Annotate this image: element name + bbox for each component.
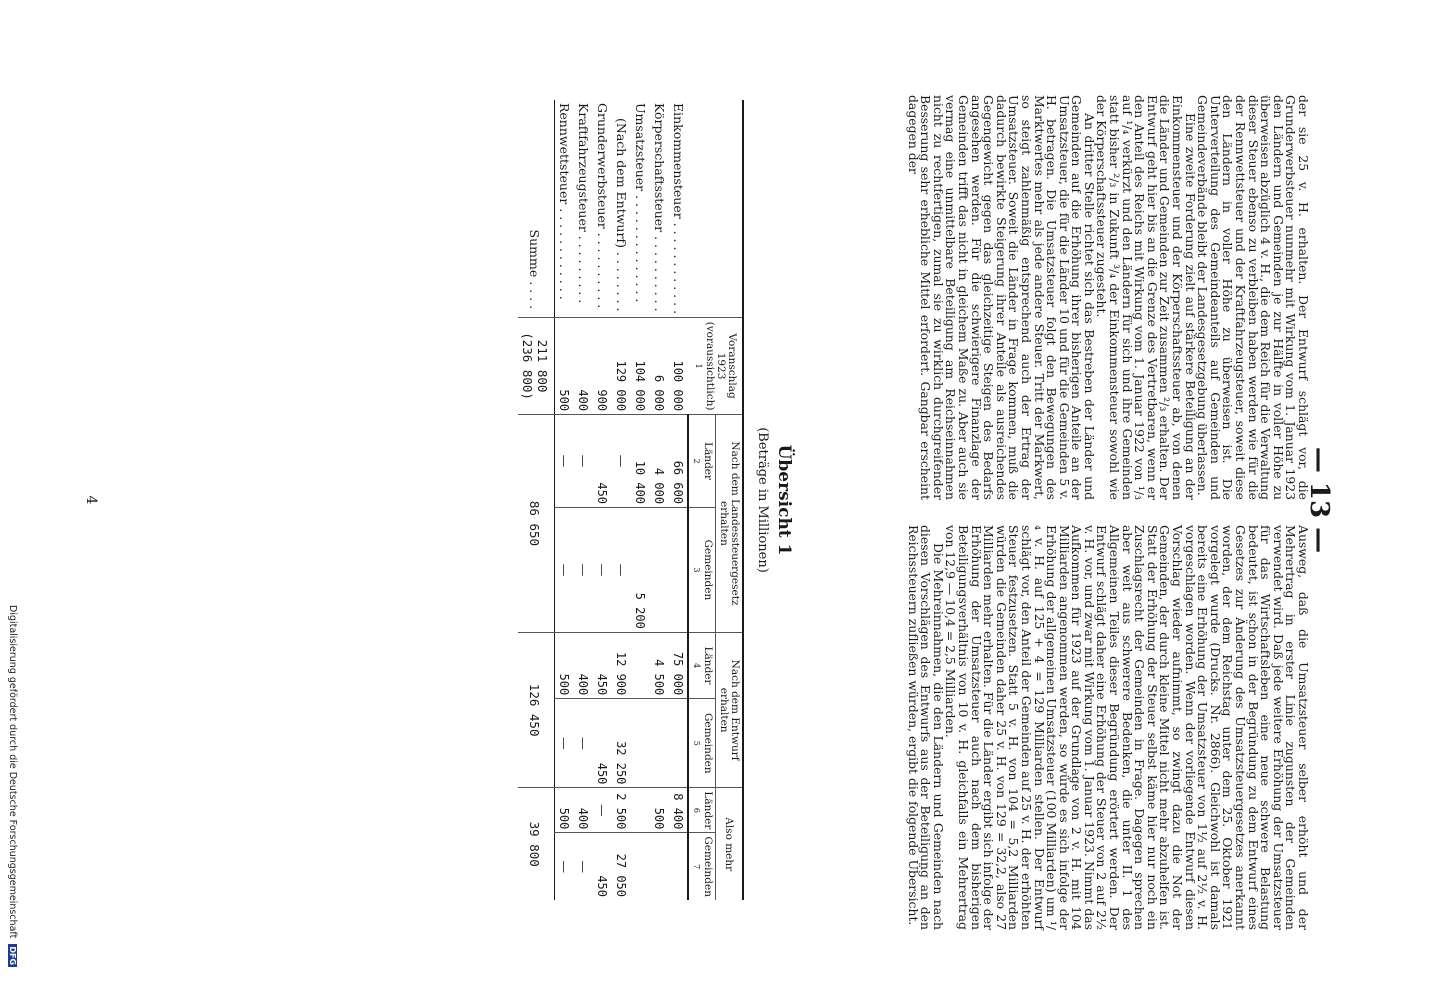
cell-col4: 75 000 (669, 632, 688, 698)
footer-mark: 4 (83, 495, 99, 505)
header-empty (688, 100, 743, 318)
row-label: Umsatzsteuer . . . . . . . . . . . . . . (633, 103, 648, 303)
header-gemeinden (688, 833, 716, 900)
cell-col1: 129 000 (612, 318, 631, 415)
cell-col5 (631, 699, 650, 788)
table-row (574, 100, 593, 900)
cell-col2: — (574, 415, 593, 508)
header-colnum: 7 (692, 864, 701, 870)
cell-col3: — (555, 508, 575, 633)
table-row (631, 100, 650, 900)
table-subtitle: (Beträge in Millionen) (755, 427, 770, 573)
header-col1 (688, 318, 743, 415)
row-label: (Nach dem Entwurf) . . . . . . . . (614, 118, 629, 312)
cell-col1: 900 (593, 318, 612, 415)
sum-col1-alt-value: (236 800) (520, 332, 535, 400)
cell-col4: 12 900 (612, 632, 631, 698)
sum-col23: 86 650 (518, 415, 555, 633)
header-col3: Nach dem Entwurf erhalten (716, 632, 744, 788)
cell-col2: — (555, 415, 575, 508)
row-label: Rennwettsteuer . . . . . . . . . . . . (557, 103, 572, 300)
table-row (669, 100, 688, 900)
cell-col1: 500 (555, 318, 575, 415)
cell-col6: 400 (574, 788, 593, 833)
cell-col1: 100 000 (669, 318, 688, 415)
dfg-logo: DFG (8, 946, 17, 966)
cell-col6: 500 (555, 788, 575, 833)
sum-col67: 39 800 (518, 788, 555, 900)
cell-col3: — (612, 508, 631, 633)
cell-col6: — (593, 788, 612, 833)
table-row (593, 100, 612, 900)
header-laender (688, 788, 716, 833)
sum-col1 (518, 318, 555, 415)
header-colnum: 3 (692, 567, 701, 573)
cell-col7: — (574, 833, 593, 900)
header-gemeinden-label: Gemeinden (702, 836, 714, 897)
table-row (612, 100, 631, 900)
cell-col5 (650, 699, 669, 788)
header-laender (688, 415, 716, 508)
cell-col3 (669, 508, 688, 633)
row-label: Kraftfahrzeugsteuer . . . . . . . . . (576, 103, 591, 304)
cell-col2: 10 400 (631, 415, 650, 508)
sum-row (518, 100, 555, 900)
cell-col4 (631, 632, 650, 698)
cell-col1: 104 000 (631, 318, 650, 415)
text-column-right (906, 525, 1309, 930)
cell-col1: 6 000 (650, 318, 669, 415)
header-gemeinden-label: Gemeinden (702, 539, 714, 601)
header-col2: Nach dem Landessteuergesetz erhalten (716, 415, 744, 633)
credit-text: Digitalisierung gefördert durch die Deutsche Forschungsgemeinschaft (7, 605, 18, 939)
cell-col2: 66 600 (669, 415, 688, 508)
cell-col1: 400 (574, 318, 593, 415)
overview-table (518, 100, 744, 900)
cell-col7 (669, 833, 688, 900)
header-laender-label: Länder (702, 442, 714, 481)
cell-col3 (650, 508, 669, 633)
document-page (34, 0, 1434, 1000)
header-gemeinden-label: Gemeinden (702, 713, 714, 774)
cell-col7 (631, 833, 650, 900)
row-label: Einkommensteuer . . . . . . . . . . . . (671, 103, 686, 315)
row-label: Grunderwerbsteuer . . . . . . . . . . (595, 103, 610, 309)
table-row (650, 100, 669, 900)
cell-col7 (650, 833, 669, 900)
paragraph: Die Mehreinnahmen, die den Ländern und Gemeinden nach diesen Vorschlägen des Entwurfs aus der Beteiligung an den Reichssteuern zufließen würden, ergibt die folgende Übersicht. (905, 525, 946, 930)
sum-col1-value: 211 800 (535, 339, 550, 393)
header-laender-label: Länder (702, 646, 714, 685)
header-gemeinden (688, 508, 716, 633)
cell-col2: 450 (593, 415, 612, 508)
cell-col2: — (612, 415, 631, 508)
cell-col3: — (593, 508, 612, 633)
cell-col7: 27 050 (612, 833, 631, 900)
cell-col5: 450 (593, 699, 612, 788)
cell-col6: 2 500 (612, 788, 631, 833)
page-number: — 13 — (1304, 446, 1334, 554)
paragraph: der sie 25 v. H. erhalten. Der Entwurf schlägt vor, die Grunderwerbsteuer nunmehr mit Wirkung vom 1. Januar 1923 den Ländern und Gemeinden je zur Hälfte in voller Höhe zu überweisen abzüglich 4 v. H., die dem Reich für die Verwaltung dieser Steuer ebenso zu verbleiben haben werden wie für die der Rennwettsteuer und der Kraftfahrzeugsteuer, soweit diese den Ländern in voller Höhe zu überweisen ist. Die Unterverteilung des Gemeindeanteils auf Gemeinden und Gemeindeverbände bleibt der Landesgesetzgebung überlassen. (1195, 95, 1311, 500)
cell-col3: 5 200 (631, 508, 650, 633)
header-colnum: 4 (692, 663, 701, 669)
paragraph: Eine zweite Forderung zielt auf stärkere Beteiligung an der Einkommensteuer und der Körperschaftssteuer ab, von denen die Länder und Gemeinden zur Zeit zusammen ²/₃ erhalten. Der Entwurf geht hier bis an die Grenze des Vertretbaren, wenn er den Anteil des Reichs mit Wirkung vom 1. Januar 1922 von ¹/₃ auf ¹/₄ verkürzt und den Ländern für sich und ihre Gemeinden statt bisher ²/₃ in Zukunft ³/₄ der Einkommensteuer sowohl wie der Körperschaftssteuer zugesteht. (1094, 95, 1198, 500)
header-laender-label: Länder (702, 791, 714, 830)
header-col4: Also mehr (716, 788, 744, 900)
cell-col5: 32 250 (612, 699, 631, 788)
paragraph: Ausweg, daß die Umsatzsteuer selber erhöht und der Mehrertrag in erster Linie zugunsten der Gemeinden verwendet wird. Daß jede weitere Erhöhung der Umsatzsteuer für das Wirtschaftsleben eine neue schwere Belastung bedeutet, ist schon in der Begründung zu dem Entwurf eines Gesetzes zur Änderung des Umsatzsteuergesetzes anerkannt worden, der dem Reichstag unter dem 25. Oktober 1921 vorgelegt wurde (Drucks. Nr. 2866). Gleichwohl ist damals bereits eine Erhöhung der Umsatzsteuer von 1½ auf 2½ v. H. vorgeschlagen worden. Wenn der vorliegende Entwurf diesen Vorschlag wieder aufnimmt, so zwingt dazu die Not der Gemeinden, der durch kleine Mittel nicht mehr abzuhelfen ist. Statt der Erhöhung der Steuer selbst käme hier nur noch ein Zuschlagsrecht der Gemeinden in Frage. Dagegen sprechen aber weit aus schwerere Bedenken, die unter II. 1 des Allgemeinen Teiles dieser Begründung erörtert werden. Der Entwurf schlägt daher eine Erhöhung der Steuer von 2 auf 2½ v. H. vor, und zwar mit Wirkung vom 1. Januar 1923. Nimmt das Aufkommen für 1923 auf der Grundlage von 2 v. H. mit 104 Milliarden angenommen werden, so würde es sich infolge der Erhöhung der allgemeinen Umsatzsteuer (100 Milliarden) um ¹/₄ v. H. auf 125 + 4 = 129 Milliarden stellen. Der Entwurf schlägt vor, den Anteil der Gemeinden auf 25 v. H. der erhöhten Steuer festzusetzen. Statt 5 v. H. von 104 = 5,2 Milliarden würden die Gemeinden daher 25 v. H. von 129 = 32,2, also 27 Milliarden mehr erhalten. Für die Länder ergibt sich infolge der Erhöhung der Umsatzsteuer auch nach dem bisherigen Beteiligungsverhältnis von 10 v. H. gleichfalls ein Mehrertrag von 12,9 — 10,4 = 2,5 Milliarden. (943, 525, 1311, 930)
cell-col6: 500 (650, 788, 669, 833)
cell-col4: 4 500 (650, 632, 669, 698)
cell-col5 (669, 699, 688, 788)
cell-col5: — (574, 699, 593, 788)
digitization-credit (2, 605, 18, 995)
cell-col6: 8 400 (669, 788, 688, 833)
cell-col4: 450 (593, 632, 612, 698)
table-row (555, 100, 575, 900)
cell-col6 (631, 788, 650, 833)
header-laender (688, 632, 716, 698)
header-colnum: 5 (692, 740, 701, 746)
text-column-left (906, 95, 1309, 500)
cell-col3: — (574, 508, 593, 633)
cell-col5: — (555, 699, 575, 788)
cell-col7: — (555, 833, 575, 900)
table-title: Übersicht 1 (774, 444, 794, 556)
cell-col2: 4 000 (650, 415, 669, 508)
cell-col7: 450 (593, 833, 612, 900)
header-colnum: 6 (692, 807, 701, 813)
sum-col45: 126 450 (518, 632, 555, 788)
row-label: Körperschaftssteuer . . . . . . . . . . (652, 103, 667, 312)
header-gemeinden (688, 699, 716, 788)
cell-col4: 400 (574, 632, 593, 698)
header-col1-label: Voranschlag 1923 (voraussichtlich) (704, 321, 738, 411)
paragraph: An dritter Stelle richtet sich das Bestreben der Länder und Gemeinden auf die Erhöhung ihrer bisherigen Anteile an der Umsatzsteuer, die für die Länder 10 und für die Gemeinden 5 v. H. betragen. Die Umsatzsteuer folgt den Bewegungen des Marktwertes mehr als jede andere Steuer. Tritt der Markwert, so steigt zahlenmäßig entsprechend auch der Ertrag der Umsatzsteuer. Soweit die Länder in Frage kommen, muß die dadurch bewirkte Steigerung ihrer Anteile als ausreichendes Gegengewicht gegen das gleichzeitige Steigen des Bedarfs angesehen werden. Für die schwierigere Finanzlage der Gemeinden trifft das nicht in gleichem Maße zu. Aber auch sie vermag eine unmittelbare Beteiligung am Reichseinnahmen nicht zu rechtfertigen, zumal sie zu wirklich durchgreifender Besserung sehr erhebliche Mittel erfordert. Gangbar erscheint dagegen der (905, 95, 1097, 500)
sum-label: Summe . . . . (518, 100, 555, 318)
header-colnum: 2 (692, 458, 701, 464)
header-colnum: 1 (694, 363, 703, 369)
cell-col4: 500 (555, 632, 575, 698)
